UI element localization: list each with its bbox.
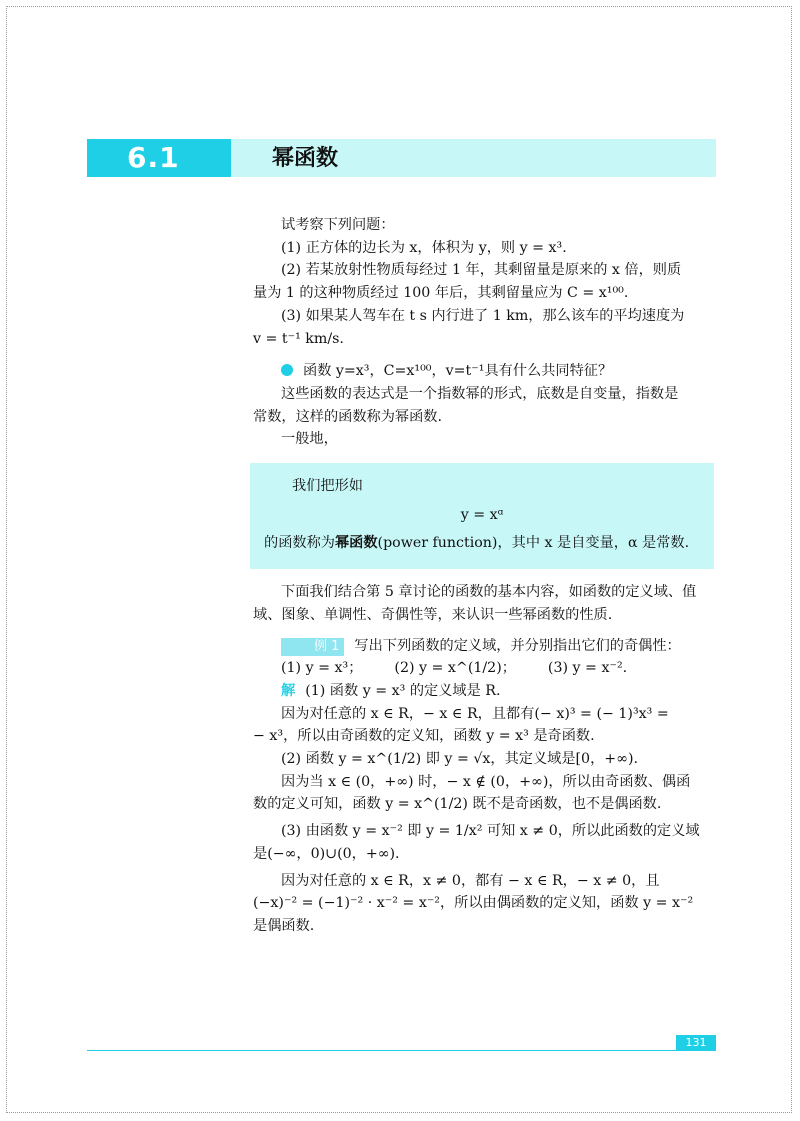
example-tag: 例 1 <box>281 638 344 656</box>
solution-label: 解 <box>281 682 296 699</box>
section-title: 幂函数 <box>272 145 339 171</box>
question-text: 函数 y=x³，C=x¹⁰⁰，v=t⁻¹具有什么共同特征？ <box>303 363 613 380</box>
definition-box <box>250 463 714 569</box>
solution-3b: 是(−∞，0)∪(0，+∞). <box>253 845 400 862</box>
general-line: 一般地， <box>281 431 338 448</box>
solution-3a: (3) 由函数 y = x⁻² 即 y = 1/x² 可知 x ≠ 0，所以此函数的定义域 <box>281 823 700 840</box>
definition-post: (power function)，其中 x 是自变量，α 是常数. <box>377 535 690 552</box>
solution-1b-b: − x³，所以由奇函数的定义知，函数 y = x³ 是奇函数. <box>253 728 595 745</box>
question-dot-icon <box>281 364 293 376</box>
example-items <box>253 657 717 680</box>
explain-a: 这些函数的表达式是一个指数幂的形式，底数是自变量，指数是 <box>281 385 679 402</box>
intro-lead: 试考察下列问题： <box>281 217 395 233</box>
example-prompt: 写出下列函数的定义域，并分别指出它们的奇偶性： <box>354 637 681 654</box>
page-number: 131 <box>676 1035 716 1051</box>
solution-3c-a: 因为对任意的 x ∈ R，x ≠ 0，都有 − x ∈ R，− x ≠ 0，且 <box>281 872 660 889</box>
solution-3c-c: 是偶函数. <box>253 917 315 934</box>
definition-pre: 的函数称为 <box>264 535 335 552</box>
transition-a: 下面我们结合第 5 章讨论的函数的基本内容，如函数的定义域、值 <box>281 584 697 601</box>
question-line <box>253 360 717 383</box>
intro-p2a: (2) 若某放射性物质每经过 1 年，其剩留量是原来的 x 倍，则质 <box>281 262 682 279</box>
intro-p3b: v = t⁻¹ km/s. <box>253 330 344 347</box>
example-item-2: (2) y = x^(1/2)； <box>394 660 516 677</box>
solution-2b-a: 因为当 x ∈ (0，+∞) 时，− x ∉ (0，+∞)，所以由奇函数、偶函 <box>281 773 691 790</box>
definition-term: 幂函数 <box>334 535 378 552</box>
solution-1 <box>253 680 717 703</box>
footer-rule <box>87 1050 716 1051</box>
intro-p3a: (3) 如果某人驾车在 t s 内行进了 1 km，那么该车的平均速度为 <box>281 307 685 324</box>
explain-b: 常数，这样的函数称为幂函数. <box>253 408 442 425</box>
transition-b: 域、图象、单调性、奇偶性等，来认识一些幂函数的性质. <box>253 606 613 623</box>
intro-p2b: 量为 1 的这种物质经过 100 年后，其剩留量应为 C = x¹⁰⁰. <box>253 285 629 302</box>
intro-p1: (1) 正方体的边长为 x，体积为 y，则 y = x³. <box>281 239 567 256</box>
solution-2: (2) 函数 y = x^(1/2) 即 y = √x，其定义域是[0，+∞). <box>281 751 639 768</box>
definition-line3 <box>264 532 700 555</box>
solution-1-text: (1) 函数 y = x³ 的定义域是 R. <box>305 682 501 699</box>
section-number: 6.1 <box>87 139 231 177</box>
solution-3c-b: (−x)⁻² = (−1)⁻² · x⁻² = x⁻²，所以由偶函数的定义知，函数 y = x⁻² <box>253 895 694 912</box>
definition-line1: 我们把形如 <box>292 478 363 495</box>
example-item-1: (1) y = x³； <box>281 660 363 677</box>
definition-formula: y = xᵅ <box>460 506 504 523</box>
solution-2b-b: 数的定义可知，函数 y = x^(1/2) 既不是奇函数，也不是偶函数. <box>253 796 662 813</box>
example-item-3: (3) y = x⁻². <box>547 660 628 677</box>
example-header <box>253 635 717 658</box>
solution-1b-a: 因为对任意的 x ∈ R，− x ∈ R，且都有(− x)³ = (− 1)³x³ = <box>281 705 669 722</box>
page-content <box>253 214 717 938</box>
